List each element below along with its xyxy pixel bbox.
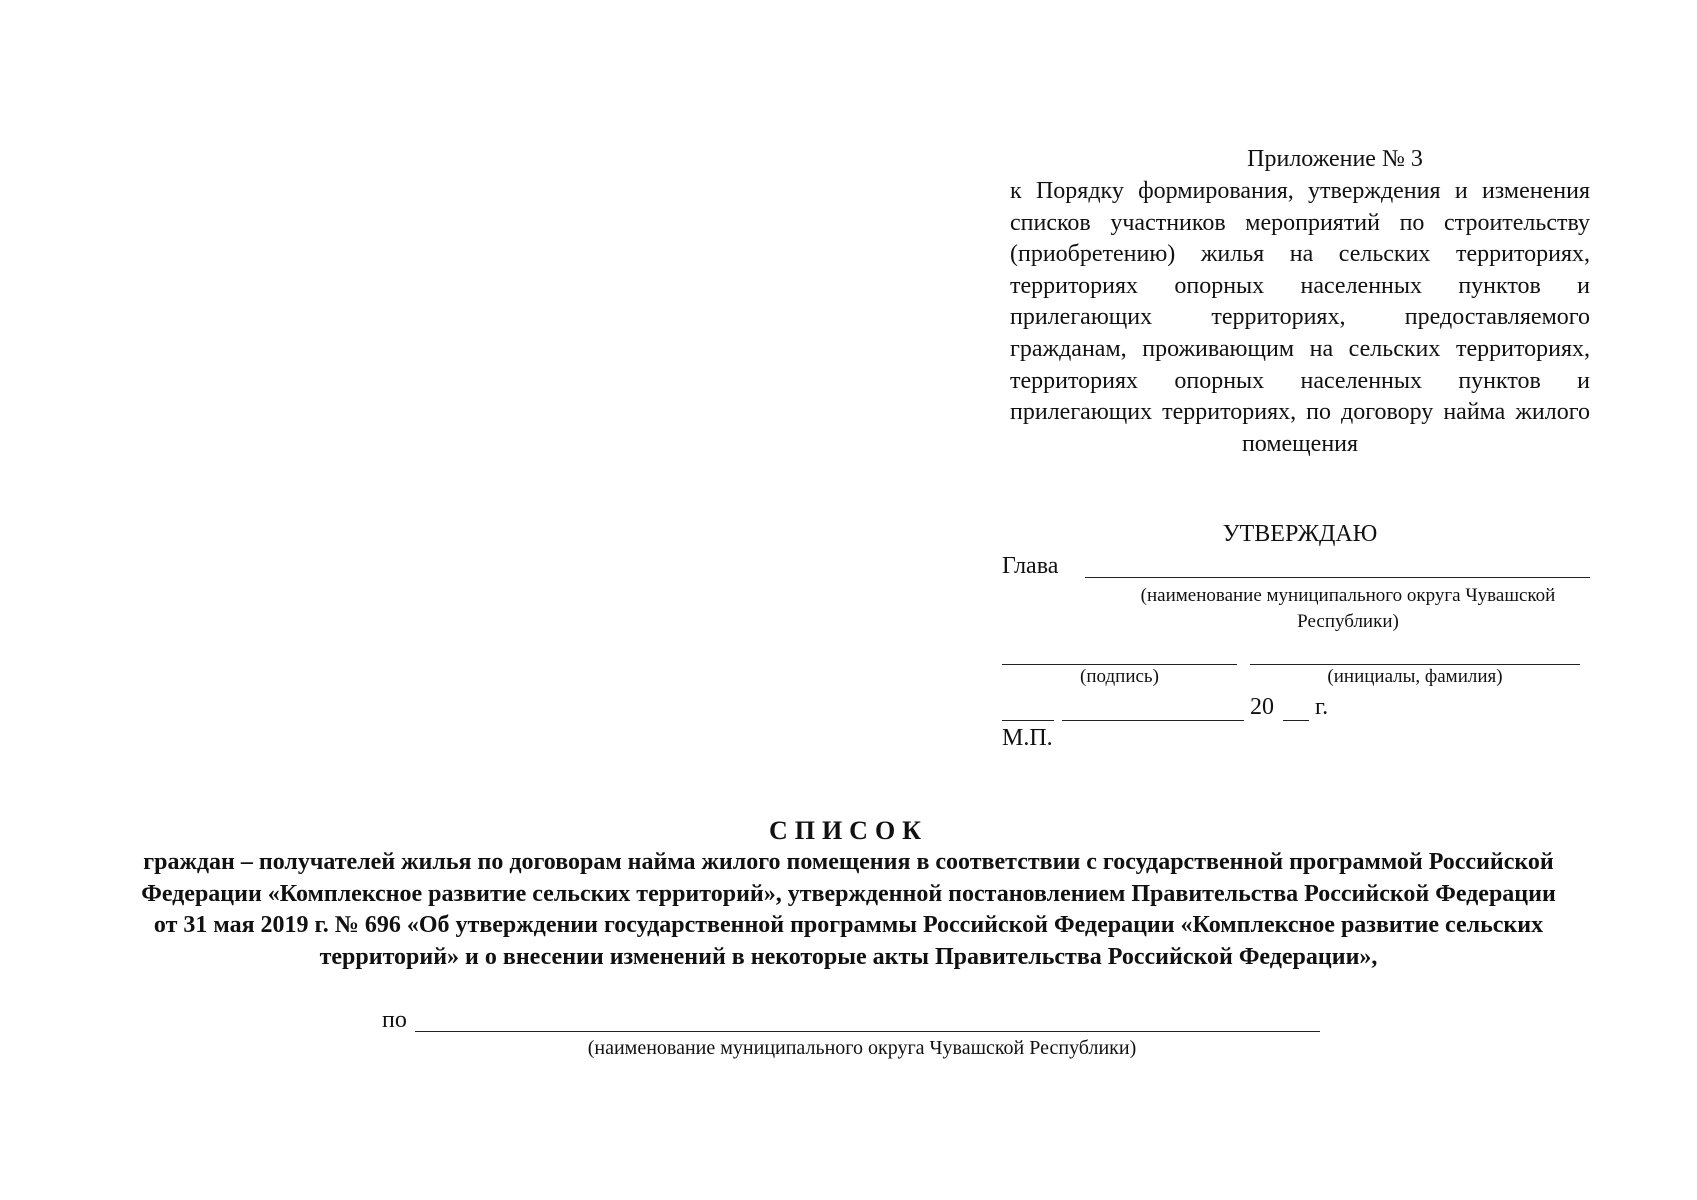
head-label: Глава [1002,553,1059,579]
municipality-name-caption: (наименование муниципального округа Чувашской Республики) [1140,585,1556,632]
date-year-prefix: 20 [1250,694,1274,720]
stamp-label: М.П. [1002,725,1053,751]
appendix-title: Приложение № 3 [1247,146,1423,172]
approval-title: УТВЕРЖДАЮ [1222,521,1378,547]
date-month-line [1062,720,1244,721]
list-title: СПИСОК [768,816,929,845]
signature-line [1002,664,1237,665]
list-subtitle: граждан – получателей жилья по договорам найма жилого помещения в соответствии с государственной программой Российской Федерации «Комплексное развитие сельских территорий», утвержденной постановлением Правительства Российской Федерации от 31 мая 2019 г. № 696 «Об утверждении государственной программы Российской Федерации «Комплексное развитие сельских территорий» и о внесении изменений в некоторые акты Правительства Российской Федерации», [141,849,1556,970]
initials-line [1250,664,1580,665]
municipality-caption: (наименование муниципального округа Чувашской Республики) [587,1037,1137,1059]
po-label: по [382,1007,407,1033]
date-suffix: г. [1315,694,1329,720]
municipality-name-line [1085,577,1590,578]
appendix-text: к Порядку формирования, утверждения и изменения списков участников мероприятий по строительству (приобретению) жилья на сельских территориях, территориях опорных населенных пунктов и прилегающих территориях, предоставляемого гражданам, проживающим на сельских территориях, территориях опорных населенных пунктов и прилегающих территориях, по договору найма жилого помещения [1010,178,1590,457]
signature-caption: (подпись) [1080,666,1159,687]
date-year-line [1283,720,1309,721]
municipality-line [415,1031,1320,1032]
date-day-line [1002,720,1054,721]
initials-caption: (инициалы, фамилия) [1327,666,1503,687]
